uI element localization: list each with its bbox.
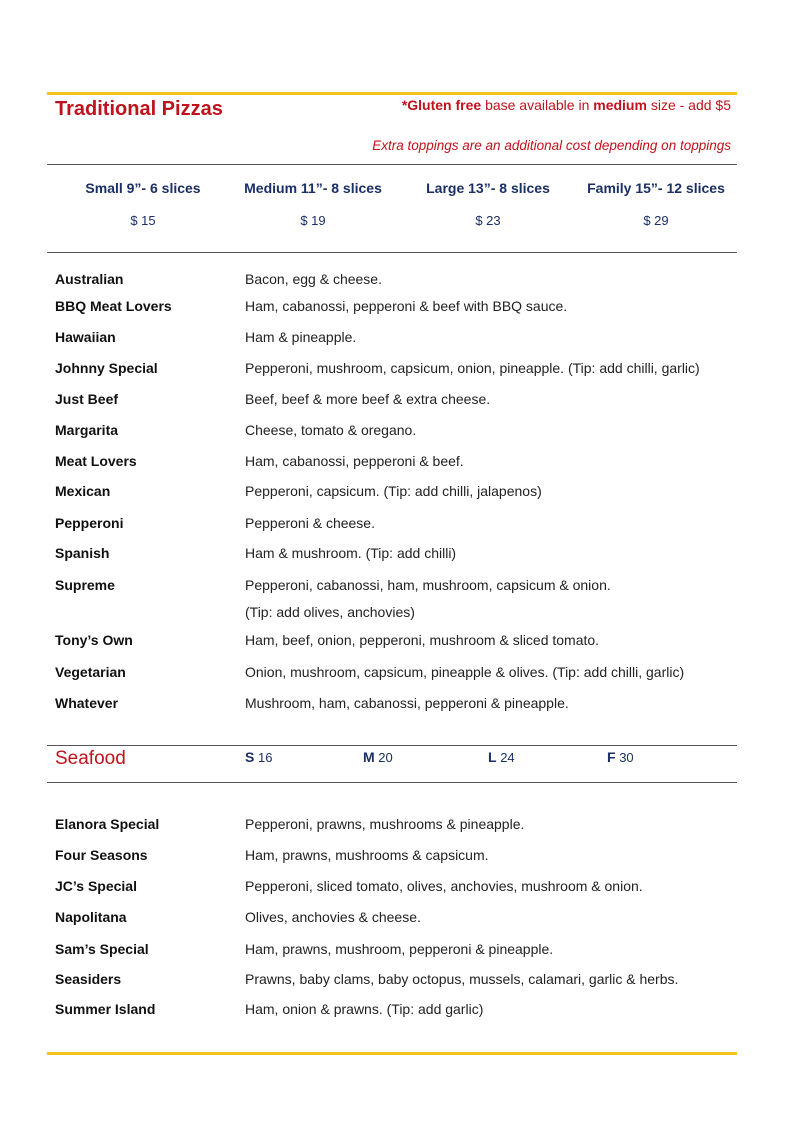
bottom-yellow-rule: [47, 1052, 737, 1055]
item-name: Seasiders: [55, 971, 122, 987]
top-yellow-rule: [47, 92, 737, 95]
item-description: Prawns, baby clams, baby octopus, mussels, calamari, garlic & herbs.: [245, 971, 679, 987]
seafood-bottom-divider: [47, 782, 737, 783]
gluten-free-price: size - add $5: [650, 97, 731, 113]
item-name: Pepperoni: [55, 515, 124, 531]
price-value: 24: [500, 750, 515, 765]
item-name: Whatever: [55, 695, 119, 711]
item-description: Ham, cabanossi, pepperoni & beef with BBQ sauce.: [245, 298, 568, 314]
item-name: Four Seasons: [55, 847, 148, 863]
item-description: Pepperoni & cheese.: [245, 515, 375, 531]
sizes-divider: [47, 252, 737, 253]
item-description: Beef, beef & more beef & extra cheese.: [245, 391, 491, 407]
price-size: F: [607, 749, 616, 765]
item-description: Pepperoni, cabanossi, ham, mushroom, capsicum & onion.: [245, 577, 611, 593]
item-description: Olives, anchovies & cheese.: [245, 909, 421, 925]
size-family: [566, 180, 746, 228]
item-description-tip: (Tip: add olives, anchovies): [245, 604, 415, 620]
page-title: Traditional Pizzas: [55, 98, 223, 120]
item-name: Meat Lovers: [55, 453, 137, 469]
price-size: S: [245, 749, 255, 765]
item-description: Pepperoni, capsicum. (Tip: add chilli, jalapenos): [245, 483, 542, 499]
gluten-free-size: medium: [593, 97, 647, 113]
item-description: Cheese, tomato & oregano.: [245, 422, 417, 438]
item-name: Mexican: [55, 483, 111, 499]
item-name: Margarita: [55, 422, 119, 438]
item-description: Mushroom, ham, cabanossi, pepperoni & pineapple.: [245, 695, 569, 711]
item-name: Spanish: [55, 545, 110, 561]
item-name: Elanora Special: [55, 816, 160, 832]
item-name: Just Beef: [55, 391, 119, 407]
size-medium: [223, 180, 403, 228]
item-name: Summer Island: [55, 1001, 156, 1017]
item-description: Ham, onion & prawns. (Tip: add garlic): [245, 1001, 484, 1017]
price-size: M: [363, 749, 375, 765]
size-label: Family 15”- 12 slices: [587, 180, 725, 196]
item-description: Onion, mushroom, capsicum, pineapple & olives. (Tip: add chilli, garlic): [245, 664, 685, 680]
size-label: Large 13”- 8 slices: [426, 180, 550, 196]
item-name: Australian: [55, 271, 124, 287]
item-name: Johnny Special: [55, 360, 158, 376]
item-description: Pepperoni, mushroom, capsicum, onion, pineapple. (Tip: add chilli, garlic): [245, 360, 700, 376]
header-divider: [47, 164, 737, 165]
size-large: [398, 180, 578, 228]
gluten-free-text: base available in: [485, 97, 590, 113]
price-size: L: [488, 749, 497, 765]
extra-toppings-note: Extra toppings are an additional cost depending on toppings: [372, 138, 731, 153]
item-description: Pepperoni, prawns, mushrooms & pineapple.: [245, 816, 525, 832]
size-price: $ 15: [130, 213, 156, 228]
size-price: $ 23: [475, 213, 501, 228]
item-description: Ham, beef, onion, pepperoni, mushroom & sliced tomato.: [245, 632, 600, 648]
gluten-free-label: *Gluten free: [401, 97, 482, 113]
size-price: $ 29: [643, 213, 669, 228]
item-description: Ham & pineapple.: [245, 329, 357, 345]
gluten-free-note: [402, 97, 731, 113]
item-description: Ham & mushroom. (Tip: add chilli): [245, 545, 457, 561]
seafood-title: Seafood: [55, 748, 126, 769]
seafood-top-divider: [47, 745, 737, 746]
price-value: 30: [619, 750, 634, 765]
item-description: Pepperoni, sliced tomato, olives, anchovies, mushroom & onion.: [245, 878, 643, 894]
size-label: Medium 11”- 8 slices: [244, 180, 382, 196]
price-value: 16: [257, 750, 273, 765]
item-description: Ham, cabanossi, pepperoni & beef.: [245, 453, 464, 469]
item-description: Ham, prawns, mushroom, pepperoni & pineapple.: [245, 941, 554, 957]
item-description: Bacon, egg & cheese.: [245, 271, 382, 287]
item-name: Sam’s Special: [55, 941, 149, 957]
seafood-price-medium: [363, 749, 393, 765]
item-name: Hawaiian: [55, 329, 116, 345]
seafood-price-small: [245, 749, 272, 765]
seafood-price-large: [488, 749, 515, 765]
size-price: $ 19: [300, 213, 326, 228]
item-description: Ham, prawns, mushrooms & capsicum.: [245, 847, 489, 863]
item-name: Tony’s Own: [55, 632, 133, 648]
price-value: 20: [378, 750, 393, 765]
item-name: Napolitana: [55, 909, 127, 925]
size-label: Small 9”- 6 slices: [85, 180, 201, 196]
item-name: Supreme: [55, 577, 115, 593]
size-small: [53, 180, 233, 228]
seafood-price-family: [607, 749, 634, 765]
item-name: JC’s Special: [55, 878, 137, 894]
item-name: BBQ Meat Lovers: [55, 298, 172, 314]
item-name: Vegetarian: [55, 664, 126, 680]
